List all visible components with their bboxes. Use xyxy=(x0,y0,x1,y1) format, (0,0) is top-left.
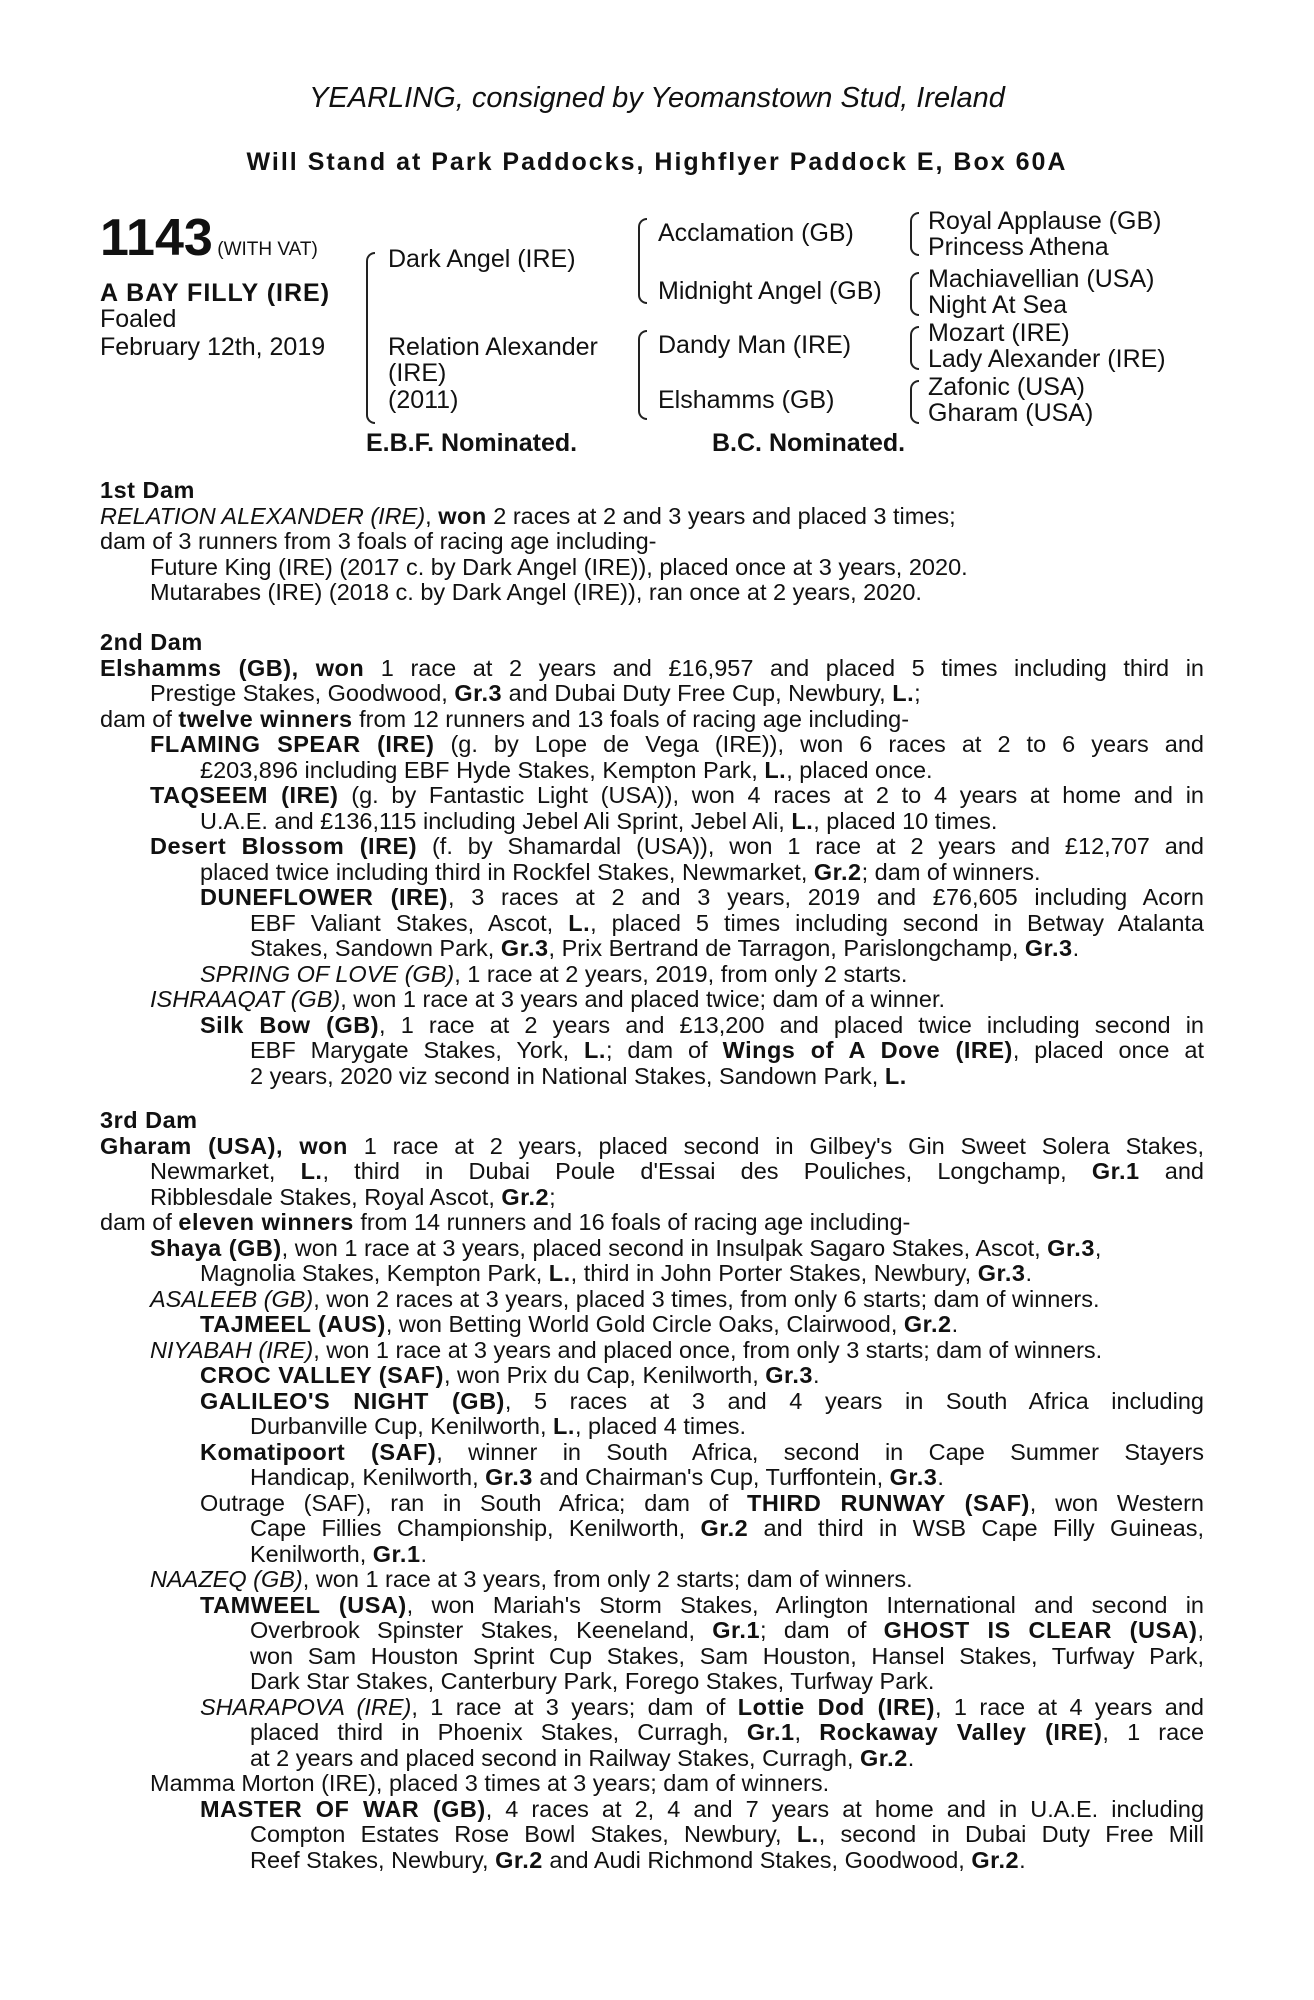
produce-spring-of-love: SPRING OF LOVE (GB), 1 race at 2 years, 2019, from only 2 starts. xyxy=(200,961,908,987)
produce-niyabah: NIYABAH (IRE), won 1 race at 3 years and placed once, from only 3 starts; dam of winners. xyxy=(150,1337,1103,1363)
second-dam-line: Elshamms (GB), won 1 race at 2 years and £16,957 and placed 5 times including third in xyxy=(100,655,1204,681)
produce-galileos-night: GALILEO'S NIGHT (GB), 5 races at 3 and 4 years in South Africa including xyxy=(200,1388,1204,1414)
produce-flaming-spear: FLAMING SPEAR (IRE) (g. by Lope de Vega (IRE)), won 6 races at 2 to 6 years and xyxy=(150,732,1204,757)
produce-komatipoort: Komatipoort (SAF), winner in South Africa, second in Cape Summer Stayers xyxy=(200,1439,1204,1465)
bc-nominated: B.C. Nominated. xyxy=(712,429,906,457)
foaled-date: February 12th, 2019 xyxy=(100,333,326,361)
foaled-label: Foaled xyxy=(100,305,177,333)
produce-asaleeb: ASALEEB (GB), won 2 races at 3 years, placed 3 times, from only 6 starts; dam of winners. xyxy=(150,1286,1100,1312)
pedigree-dam-line2: (IRE) xyxy=(388,359,447,387)
location-line: Will Stand at Park Paddocks, Highflyer Paddock E, Box 60A xyxy=(246,148,1068,176)
produce-tamweel-cont: won Sam Houston Sprint Cup Stakes, Sam Houston, Hansel Stakes, Turfway Park, xyxy=(250,1643,1204,1669)
produce-sharapova-cont: placed third in Phoenix Stakes, Curragh, Gr.1, Rockaway Valley (IRE), 1 race xyxy=(250,1720,1204,1745)
pedigree-dam-line3: (2011) xyxy=(388,386,459,414)
consignment-title: YEARLING, consigned by Yeomanstown Stud, Ireland xyxy=(309,82,1005,114)
pedigree-sire-dam: Midnight Angel (GB) xyxy=(658,277,882,305)
pedigree-dam-line1: Relation Alexander xyxy=(388,333,598,361)
produce-shaya: Shaya (GB), won 1 race at 3 years, placed second in Insulpak Sagaro Stakes, Ascot, Gr.3, xyxy=(150,1235,1102,1261)
produce-galileos-night-cont: Durbanville Cup, Kenilworth, L., placed 4 times. xyxy=(250,1414,747,1439)
pedigree-ddd: Gharam (USA) xyxy=(928,399,1094,427)
brace-g2 xyxy=(910,272,919,316)
produce-master-of-war: MASTER OF WAR (GB), 4 races at 2, 4 and 7 years at home and in U.A.E. including xyxy=(200,1796,1204,1822)
produce-tamweel: TAMWEEL (USA), won Mariah's Storm Stakes, Arlington International and second in xyxy=(200,1592,1204,1618)
produce-flaming-spear-cont: £203,896 including EBF Hyde Stakes, Kempton Park, L., placed once. xyxy=(200,757,933,783)
first-dam-line: RELATION ALEXANDER (IRE), won 2 races at 2 and 3 years and placed 3 times; xyxy=(100,503,956,529)
pedigree-dam-sire: Dandy Man (IRE) xyxy=(658,331,852,359)
lot-number: 1143 xyxy=(100,209,213,267)
produce-tamweel-cont: Dark Star Stakes, Canterbury Park, Forego Stakes, Turfway Park. xyxy=(250,1669,935,1694)
produce-naazeq: NAAZEQ (GB), won 1 race at 3 years, from only 2 starts; dam of winners. xyxy=(150,1567,913,1592)
produce-duneflower-cont: Stakes, Sandown Park, Gr.3, Prix Bertrand de Tarragon, Parislongchamp, Gr.3. xyxy=(250,936,1080,961)
produce-taqseem-cont: U.A.E. and £136,115 including Jebel Ali Sprint, Jebel Ali, L., placed 10 times. xyxy=(200,808,998,834)
pedigree-ssd: Princess Athena xyxy=(928,233,1109,261)
pedigree-sire-sire: Acclamation (GB) xyxy=(658,219,854,247)
produce-silk-bow-cont: 2 years, 2020 viz second in National Stakes, Sandown Park, L. xyxy=(250,1063,907,1089)
produce-mutarabes: Mutarabes (IRE) (2018 c. by Dark Angel (IRE)), ran once at 2 years, 2020. xyxy=(150,580,922,605)
produce-outrage-cont: Kenilworth, Gr.1. xyxy=(250,1541,428,1567)
third-dam-section xyxy=(100,1108,1204,1873)
pedigree-dds: Zafonic (USA) xyxy=(928,373,1085,401)
brace-dam-parents xyxy=(638,330,647,420)
produce-tamweel-cont: Overbrook Spinster Stakes, Keeneland, Gr.1; dam of GHOST IS CLEAR (USA), xyxy=(250,1618,1204,1643)
produce-taqseem: TAQSEEM (IRE) (g. by Fantastic Light (USA)), won 4 races at 2 to 4 years at home and in xyxy=(150,783,1204,808)
produce-sharapova: SHARAPOVA (IRE), 1 race at 3 years; dam of Lottie Dod (IRE), 1 race at 4 years and xyxy=(200,1694,1204,1720)
produce-outrage: Outrage (SAF), ran in South Africa; dam of THIRD RUNWAY (SAF), won Western xyxy=(200,1490,1204,1516)
produce-mamma-morton: Mamma Morton (IRE), placed 3 times at 3 years; dam of winners. xyxy=(150,1771,830,1796)
brace-g3 xyxy=(910,326,919,370)
brace-g1 xyxy=(910,212,919,256)
third-dam-line: Gharam (USA), won 1 race at 2 years, placed second in Gilbey's Gin Sweet Solera Stakes, xyxy=(100,1133,1204,1159)
first-dam-produce-summary: dam of 3 runners from 3 foals of racing age including- xyxy=(100,529,657,554)
second-dam-produce-summary: dam of twelve winners from 12 runners and 13 foals of racing age including- xyxy=(100,706,910,732)
pedigree-dss: Mozart (IRE) xyxy=(928,319,1070,347)
second-dam-section xyxy=(100,630,1204,1089)
pedigree-sire: Dark Angel (IRE) xyxy=(388,245,576,273)
pedigree-sds: Machiavellian (USA) xyxy=(928,265,1155,293)
produce-future-king: Future King (IRE) (2017 c. by Dark Angel (IRE)), placed once at 3 years, 2020. xyxy=(150,554,968,580)
brace-sire-parents xyxy=(638,218,647,304)
vat-note: (WITH VAT) xyxy=(217,239,318,260)
produce-ishraaqat: ISHRAAQAT (GB), won 1 race at 3 years and placed twice; dam of a winner. xyxy=(150,987,946,1012)
pedigree-sss: Royal Applause (GB) xyxy=(928,207,1162,235)
produce-master-of-war-cont: Reef Stakes, Newbury, Gr.2 and Audi Richmond Stakes, Goodwood, Gr.2. xyxy=(250,1847,1026,1873)
lot-block xyxy=(100,208,318,268)
produce-desert-blossom-cont: placed twice including third in Rockfel Stakes, Newmarket, Gr.2; dam of winners. xyxy=(200,859,1041,885)
produce-duneflower: DUNEFLOWER (IRE), 3 races at 2 and 3 years, 2019 and £76,605 including Acorn xyxy=(200,885,1204,910)
produce-sharapova-cont: at 2 years and placed second in Railway Stakes, Curragh, Gr.2. xyxy=(250,1745,915,1771)
second-dam-title: 2nd Dam xyxy=(100,630,203,655)
first-dam-section xyxy=(100,478,1204,606)
produce-duneflower-cont: EBF Valiant Stakes, Ascot, L., placed 5 times including second in Betway Atalanta xyxy=(250,910,1204,936)
produce-silk-bow-cont: EBF Marygate Stakes, York, L.; dam of Wings of A Dove (IRE), placed once at xyxy=(250,1038,1204,1063)
produce-desert-blossom: Desert Blossom (IRE) (f. by Shamardal (USA)), won 1 race at 2 years and £12,707 and xyxy=(150,834,1204,859)
second-dam-line: Prestige Stakes, Goodwood, Gr.3 and Dubai Duty Free Cup, Newbury, L.; xyxy=(150,681,921,706)
first-dam-title: 1st Dam xyxy=(100,478,195,503)
produce-silk-bow: Silk Bow (GB), 1 race at 2 years and £13,200 and placed twice including second in xyxy=(200,1012,1204,1038)
horse-name: A BAY FILLY (IRE) xyxy=(100,279,331,307)
third-dam-line: Ribblesdale Stakes, Royal Ascot, Gr.2; xyxy=(150,1184,556,1210)
produce-tajmeel: TAJMEEL (AUS), won Betting World Gold Circle Oaks, Clairwood, Gr.2. xyxy=(200,1312,959,1337)
third-dam-produce-summary: dam of eleven winners from 14 runners and 16 foals of racing age including- xyxy=(100,1210,911,1235)
pedigree-sdd: Night At Sea xyxy=(928,291,1067,319)
produce-shaya-cont: Magnolia Stakes, Kempton Park, L., third in John Porter Stakes, Newbury, Gr.3. xyxy=(200,1261,1032,1286)
brace-sire-dam xyxy=(366,252,375,424)
third-dam-title: 3rd Dam xyxy=(100,1108,198,1133)
produce-outrage-cont: Cape Fillies Championship, Kenilworth, Gr.2 and third in WSB Cape Filly Guineas, xyxy=(250,1516,1204,1541)
pedigree-dam-dam: Elshamms (GB) xyxy=(658,386,835,414)
ebf-nominated: E.B.F. Nominated. xyxy=(366,429,578,457)
brace-g4 xyxy=(910,380,919,424)
pedigree-dsd: Lady Alexander (IRE) xyxy=(928,345,1166,373)
produce-master-of-war-cont: Compton Estates Rose Bowl Stakes, Newbury, L., second in Dubai Duty Free Mill xyxy=(250,1822,1204,1847)
third-dam-line: Newmarket, L., third in Dubai Poule d'Essai des Pouliches, Longchamp, Gr.1 and xyxy=(150,1159,1204,1184)
produce-komatipoort-cont: Handicap, Kenilworth, Gr.3 and Chairman's Cup, Turffontein, Gr.3. xyxy=(250,1465,944,1490)
produce-croc-valley: CROC VALLEY (SAF), won Prix du Cap, Kenilworth, Gr.3. xyxy=(200,1363,820,1388)
